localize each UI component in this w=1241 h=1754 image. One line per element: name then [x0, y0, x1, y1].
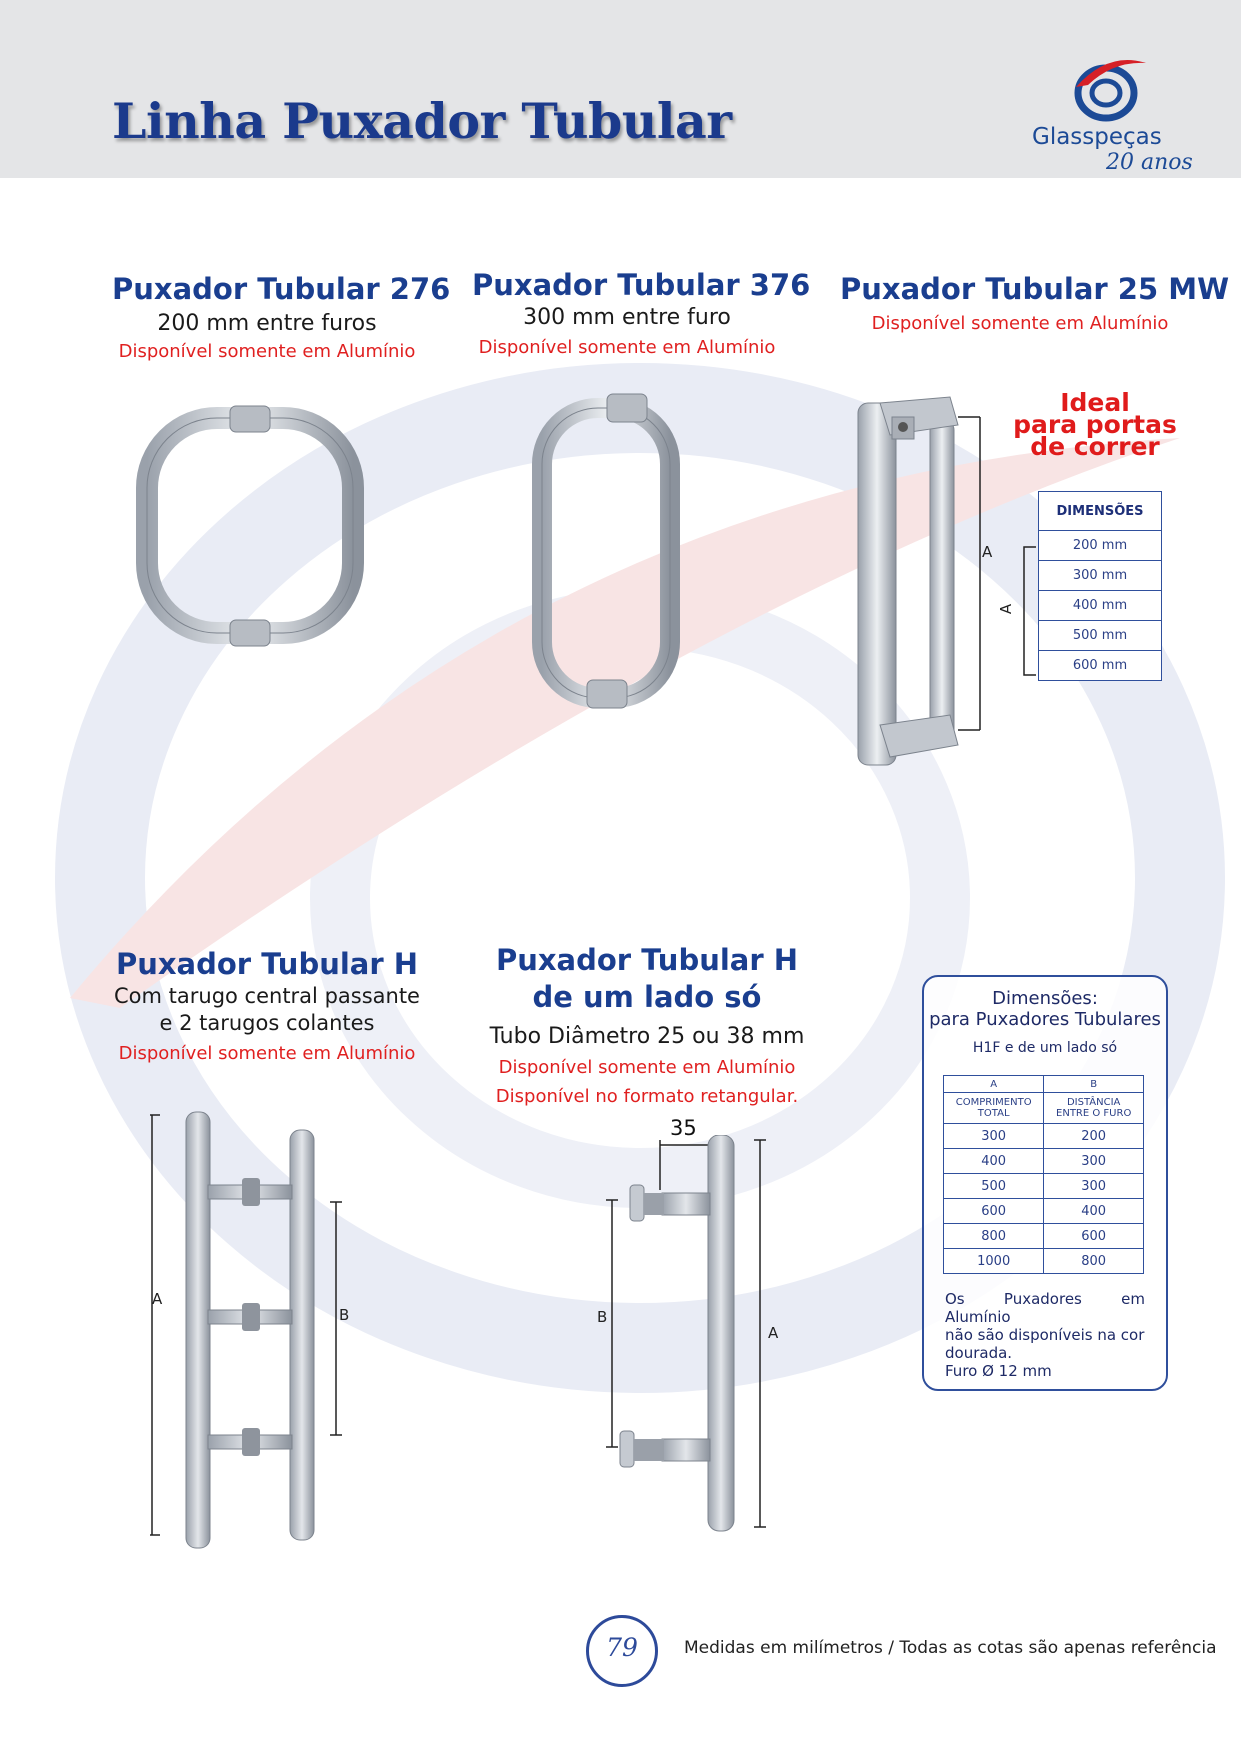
note-line3: dourada.	[945, 1344, 1013, 1362]
handle-276-image	[135, 400, 365, 650]
note-line4: Furo Ø 12 mm	[945, 1362, 1052, 1380]
dimension-b-label-h1f: B	[597, 1308, 608, 1326]
product-title-25mw: Puxador Tubular 25 MW	[840, 272, 1230, 306]
cell-b: 300	[1044, 1149, 1144, 1174]
product-subtitle-h-line2: e 2 tarugos colantes	[159, 1011, 375, 1035]
table-row	[944, 1199, 1144, 1224]
product-subtitle-276: 200 mm entre furos	[157, 311, 377, 336]
product-availability-276: Disponível somente em Alumínio	[118, 341, 416, 362]
note-line1: Os Puxadores em Alumínio	[945, 1290, 1145, 1326]
col-a-description	[944, 1093, 1044, 1124]
ideal-line-1: Ideal	[1060, 388, 1130, 417]
note-line2: não são disponíveis na cor	[945, 1326, 1145, 1344]
cell-a: 1000	[944, 1249, 1044, 1274]
dimension-a-label-mw: A	[982, 543, 993, 561]
dimension-row: 400 mm	[1039, 591, 1162, 621]
product-subtitle-h-line1: Com tarugo central passante	[114, 984, 420, 1008]
ideal-line-3: de correr	[1030, 432, 1160, 461]
handle-h-image	[150, 1110, 350, 1550]
col-a-header: A	[944, 1076, 1044, 1093]
cell-a: 300	[944, 1124, 1044, 1149]
product-availability2-h1f: Disponível no formato retangular.	[495, 1086, 799, 1107]
col-a-desc-line2: TOTAL	[977, 1108, 1010, 1119]
product-availability-376: Disponível somente em Alumínio	[478, 337, 776, 358]
header-band	[0, 0, 1241, 178]
product-availability-25mw: Disponível somente em Alumínio	[871, 313, 1169, 334]
dimension-35-label: 35	[670, 1116, 697, 1140]
logo-years: 20 anos	[1106, 150, 1193, 175]
cell-a: 400	[944, 1149, 1044, 1174]
cell-b: 800	[1044, 1249, 1144, 1274]
product-subtitle-h1f: Tubo Diâmetro 25 ou 38 mm	[489, 1024, 805, 1049]
product-title-h1f-line1: Puxador Tubular H	[495, 943, 799, 977]
dimension-a-label-h1f: A	[768, 1324, 779, 1342]
product-availability-h: Disponível somente em Alumínio	[118, 1043, 416, 1064]
footer-note: Medidas em milímetros / Todas as cotas são apenas referência	[684, 1638, 1217, 1658]
dimensions-box-title	[922, 988, 1168, 1030]
handle-25mw-image	[840, 395, 993, 775]
cell-b: 300	[1044, 1174, 1144, 1199]
product-title-376: Puxador Tubular 376	[472, 268, 811, 302]
cell-a: 800	[944, 1224, 1044, 1249]
dimensions-box-title-line1: Dimensões:	[992, 988, 1098, 1009]
dimension-row: 300 mm	[1039, 561, 1162, 591]
table-row	[944, 1249, 1144, 1274]
cell-b: 600	[1044, 1224, 1144, 1249]
cell-b: 200	[1044, 1124, 1144, 1149]
cell-a: 600	[944, 1199, 1044, 1224]
product-title-h: Puxador Tubular H	[115, 947, 419, 981]
col-b-header: B	[1044, 1076, 1144, 1093]
page-title: Linha Puxador Tubular	[112, 92, 732, 150]
handle-h1f-image	[600, 1135, 770, 1535]
product-title-276: Puxador Tubular 276	[112, 272, 451, 306]
page-number: 79	[606, 1633, 638, 1662]
product-subtitle-376: 300 mm entre furo	[523, 305, 731, 330]
dimension-a-rotated-label: A	[997, 603, 1016, 615]
ideal-line-2: para portas	[1013, 410, 1177, 439]
table-row	[944, 1224, 1144, 1249]
dimensions-box-title-line2: para Puxadores Tubulares	[929, 1009, 1161, 1030]
col-b-description	[1044, 1093, 1144, 1124]
dimension-a-label-h: A	[152, 1290, 163, 1308]
dimensions-note	[945, 1290, 1145, 1380]
table-row	[944, 1174, 1144, 1199]
dimension-row: 500 mm	[1039, 621, 1162, 651]
table-row	[944, 1149, 1144, 1174]
product-availability-h1f: Disponível somente em Alumínio	[498, 1057, 796, 1078]
cell-a: 500	[944, 1174, 1044, 1199]
col-b-desc-line2: ENTRE O FURO	[1056, 1108, 1132, 1119]
dimension-row: 200 mm	[1039, 531, 1162, 561]
col-b-desc-line1: DISTÂNCIA	[1066, 1097, 1121, 1108]
dimensions-header: DIMENSÕES	[1039, 492, 1162, 531]
dimensions-table-mw	[1038, 491, 1162, 681]
col-a-desc-line1: COMPRIMENTO	[955, 1097, 1032, 1108]
glasspecas-logo-icon	[1068, 55, 1148, 125]
dimension-row: 600 mm	[1039, 651, 1162, 681]
handle-376-image	[532, 388, 682, 718]
dimensions-ab-table	[943, 1075, 1144, 1274]
cell-b: 400	[1044, 1199, 1144, 1224]
table-row	[944, 1124, 1144, 1149]
ideal-callout	[1000, 388, 1190, 461]
logo-name: Glasspeças	[1032, 124, 1162, 150]
product-title-h1f-line2: de um lado só	[532, 980, 762, 1014]
dimensions-box-subtitle: H1F e de um lado só	[972, 1040, 1118, 1056]
dimension-b-label-h: B	[339, 1306, 350, 1324]
